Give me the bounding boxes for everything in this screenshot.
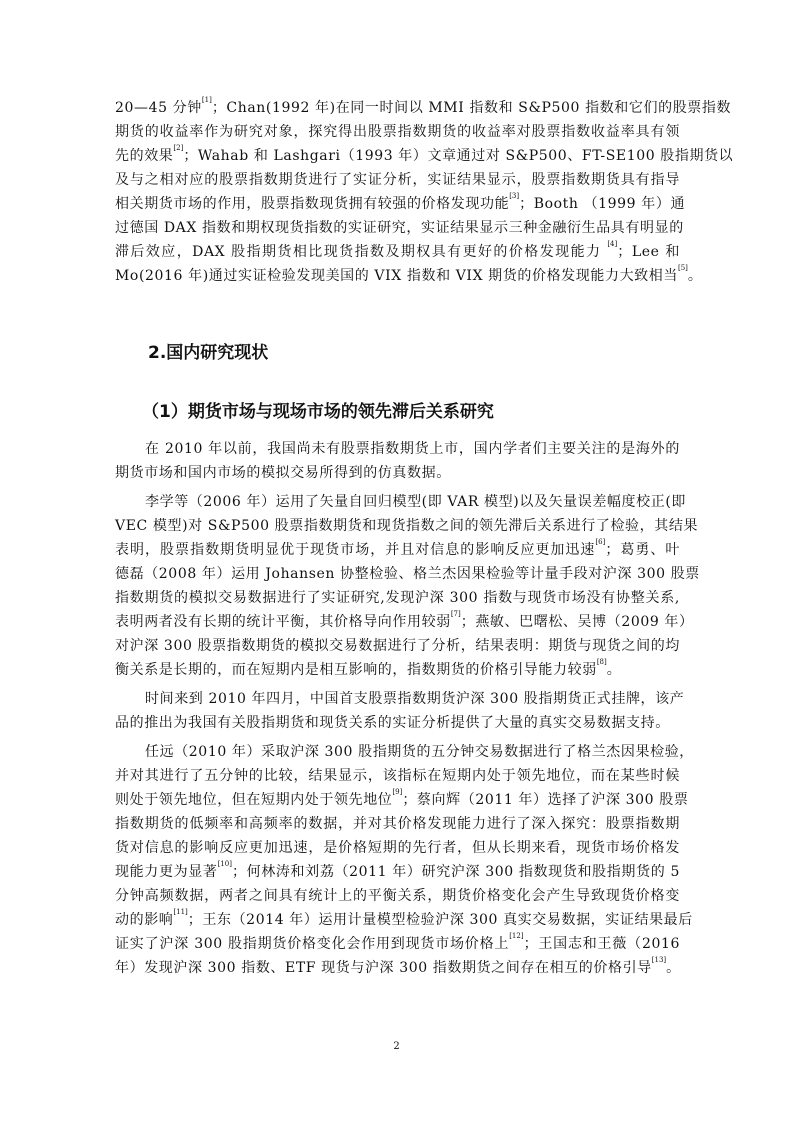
text-line: 动的影响[11]；王东（2014 年）运用计量模型检验沪深 300 真实交易数据，实证结果最后 bbox=[115, 908, 693, 928]
text-line: Mo(2016 年)通过实证检验发现美国的 VIX 指数和 VIX 期货的价格发现能力大致相当[5]。 bbox=[115, 264, 703, 284]
section-heading: 2.国内研究现状 bbox=[148, 343, 269, 363]
citation-ref: [3] bbox=[509, 192, 520, 200]
text-line: 德磊（2008 年）运用 Johansen 协整检验、格兰杰因果检验等计量手段对沪深 300 股票 bbox=[115, 566, 700, 582]
text-line: 期货的收益率作为研究对象，探究得出股票指数期货的收益率对股票指数收益率具有领 bbox=[115, 124, 680, 140]
text-line: 在 2010 年以前，我国尚未有股票指数期货上市，国内学者们主要关注的是海外的 bbox=[145, 441, 680, 457]
citation-ref: [9] bbox=[392, 788, 403, 796]
text-line: 任远（2010 年）采取沪深 300 股指期货的五分钟交易数据进行了格兰杰因果检验， bbox=[145, 744, 694, 760]
text-line: 年）发现沪深 300 指数、ETF 现货与沪深 300 指数期货之间存在相互的价格引导[13]。 bbox=[115, 956, 681, 976]
text-line: 表明两者没有长期的统计平衡，其价格导向作用较弱[7]；燕敏、巴曙松、吴博（2009 年） bbox=[115, 610, 694, 630]
citation-ref: [2] bbox=[173, 144, 184, 152]
text-line: 则处于领先地位，但在短期内处于领先地位[9]；蔡向辉（2011 年）选择了沪深 300 股票 bbox=[115, 788, 689, 808]
text-line: 指数期货的模拟交易数据进行了实证研究,发现沪深 300 指数与现货市场没有协整关系, bbox=[115, 590, 680, 606]
text-line: 及与之相对应的股票指数期货进行了实证分析，实证结果显示，股票指数期货具有指导 bbox=[115, 172, 680, 188]
text-line: 证实了沪深 300 股指期货价格变化会作用到现货市场价格上[12]；王国志和王薇（2016 bbox=[115, 932, 680, 952]
text-line: VEC 模型)对 S&P500 股票指数期货和现货指数之间的领先滞后关系进行了检验，其结果 bbox=[115, 518, 699, 534]
text-line: 货对信息的影响反应更加迅速，是价格短期的先行者，但从长期来看，现货市场价格发 bbox=[115, 840, 680, 856]
text-line: 李学等（2006 年）运用了矢量自回归模型(即 VAR 模型)以及矢量误差幅度校正(即 bbox=[145, 494, 686, 510]
text-line: 对沪深 300 股票指数期货的模拟交易数据进行了分析，结果表明：期货与现货之间的均 bbox=[115, 638, 680, 654]
text-line: 滞后效应，DAX 股指期货相比现货指数及期权具有更好的价格发现能力 [4]；Lee 和 bbox=[115, 240, 680, 260]
citation-ref: [4] bbox=[607, 240, 618, 248]
text-line: 并对其进行了五分钟的比较，结果显示，该指标在短期内处于领先地位，而在某些时候 bbox=[115, 768, 680, 784]
citation-ref: [10] bbox=[217, 860, 232, 868]
citation-ref: [1] bbox=[201, 96, 212, 104]
text-line: 期货市场和国内市场的模拟交易所得到的仿真数据。 bbox=[115, 465, 451, 481]
text-line: 相关期货市场的作用，股票指数现货拥有较强的价格发现功能[3]；Booth （1999 年）通 bbox=[115, 192, 686, 212]
text-line: 品的推出为我国有关股指期货和现货关系的实证分析提供了大量的真实交易数据支持。 bbox=[115, 715, 670, 731]
citation-ref: [8] bbox=[596, 658, 607, 666]
citation-ref: [13] bbox=[651, 956, 667, 964]
subsection-heading: （1）期货市场与现场市场的领先滞后关系研究 bbox=[142, 402, 494, 422]
text-line: 衡关系是长期的，而在短期内是相互影响的，指数期货的价格引导能力较弱[8]。 bbox=[115, 658, 622, 678]
text-line: 现能力更为显著[10]；何林涛和刘荔（2011 年）研究沪深 300 指数现货和股指期货的 5 bbox=[115, 860, 680, 880]
text-line: 分钟高频数据，两者之间具有统计上的平衡关系，期货价格变化会产生导致现货价格变 bbox=[115, 888, 680, 904]
citation-ref: [5] bbox=[677, 264, 688, 272]
page-number: 2 bbox=[393, 1041, 400, 1052]
text-line: 指数期货的低频率和高频率的数据，并对其价格发现能力进行了深入探究：股票指数期 bbox=[115, 816, 680, 832]
text-line: 时间来到 2010 年四月，中国首支股票指数期货沪深 300 股指期货正式挂牌，该产 bbox=[145, 691, 685, 707]
text-line: 过德国 DAX 指数和期权现货指数的实证研究，实证结果显示三种金融衍生品具有明显的 bbox=[115, 220, 684, 236]
citation-ref: [12] bbox=[509, 932, 524, 940]
citation-ref: [6] bbox=[595, 538, 606, 546]
text-line: 20—45 分钟[1]；Chan(1992 年)在同一时间以 MMI 指数和 S&P500 指数和它们的股票指数 bbox=[115, 96, 732, 116]
text-line: 先的效果[2]；Wahab 和 Lashgari（1993 年）文章通过对 S&P500、FT-SE100 股指期货以 bbox=[115, 144, 734, 164]
citation-ref: [7] bbox=[450, 610, 461, 618]
text-line: 表明，股票指数期货明显优于现货市场，并且对信息的影响反应更加迅速[6]；葛勇、叶 bbox=[115, 538, 680, 558]
citation-ref: [11] bbox=[173, 908, 188, 916]
